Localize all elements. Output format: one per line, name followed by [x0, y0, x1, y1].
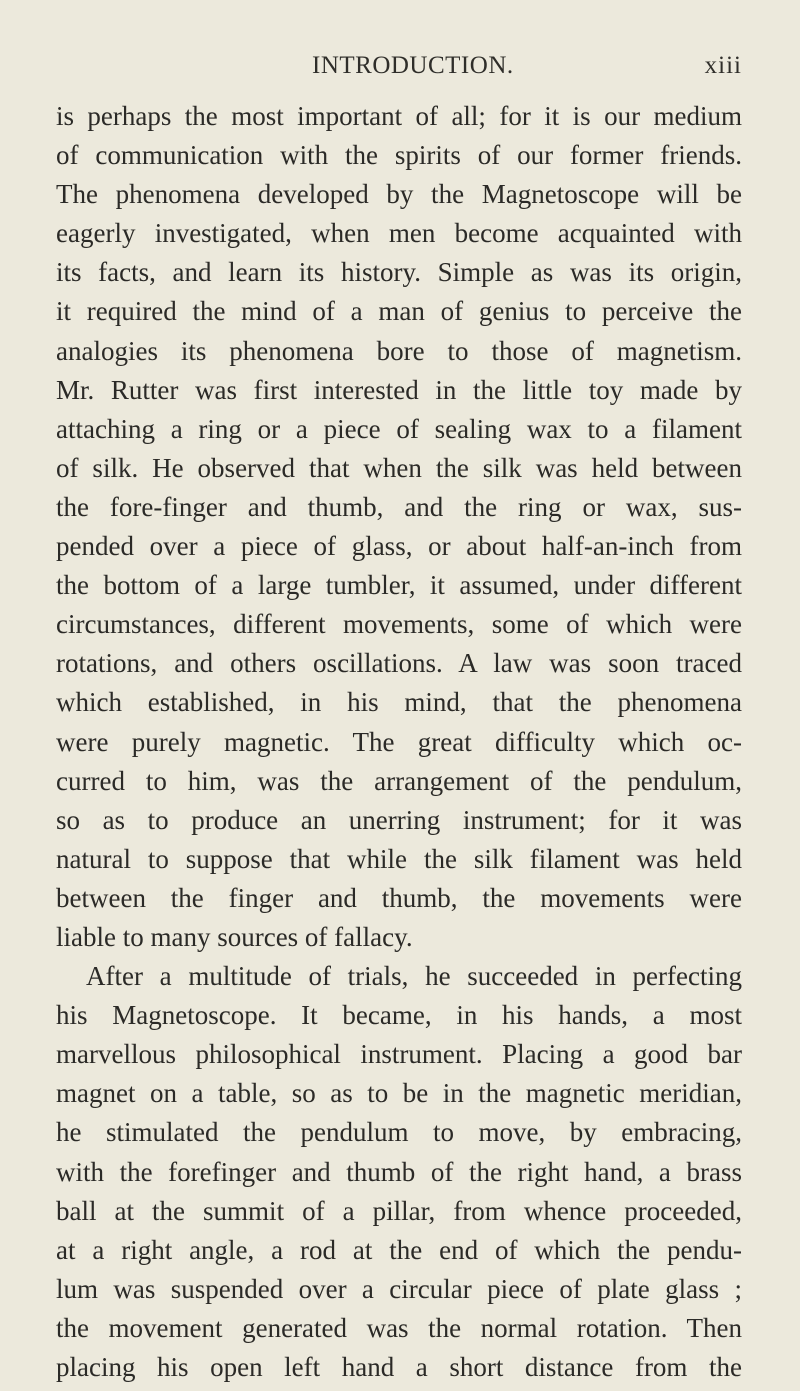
- text-line: of silk. He observed that when the silk was held between: [56, 452, 742, 483]
- text-line: pended over a piece of glass, or about half-an-inch from: [56, 531, 742, 562]
- page-number: xiii: [704, 52, 742, 79]
- body-text: [56, 97, 742, 1387]
- text-line: eagerly investigated, when men become acquainted with: [56, 218, 742, 249]
- text-line: his Magnetoscope. It became, in his hands, a most: [56, 1000, 742, 1031]
- text-line: magnet on a table, so as to be in the magnetic meridian,: [56, 1078, 742, 1109]
- text-line: curred to him, was the arrangement of the pendulum,: [56, 765, 742, 796]
- text-line: the bottom of a large tumbler, it assumed, under different: [56, 570, 742, 601]
- text-line: placing his open left hand a short distance from the: [56, 1352, 742, 1382]
- text-line: were purely magnetic. The great difficulty which oc-: [56, 726, 742, 757]
- text-line: so as to produce an unerring instrument; for it was: [56, 804, 742, 835]
- paragraph-1: [56, 97, 742, 957]
- text-line: at a right angle, a rod at the end of which the pendu-: [56, 1234, 742, 1265]
- text-line: circumstances, different movements, some of which were: [56, 609, 742, 640]
- running-header: [112, 52, 742, 92]
- paragraph-2: [56, 957, 742, 1387]
- text-line: marvellous philosophical instrument. Placing a good bar: [56, 1039, 742, 1070]
- text-line: the movement generated was the normal rotation. Then: [56, 1312, 742, 1343]
- text-line: between the finger and thumb, the movements were: [56, 882, 742, 913]
- text-line: it required the mind of a man of genius to perceive the: [56, 296, 742, 327]
- text-line: lum was suspended over a circular piece of plate glass ;: [56, 1273, 742, 1304]
- text-line: he stimulated the pendulum to move, by embracing,: [56, 1117, 742, 1148]
- text-line: ball at the summit of a pillar, from whence proceeded,: [56, 1195, 742, 1226]
- text-line: its facts, and learn its history. Simple as was its origin,: [56, 257, 742, 288]
- text-line: which established, in his mind, that the phenomena: [56, 687, 742, 718]
- running-title: INTRODUCTION.: [312, 52, 514, 79]
- text-line: with the forefinger and thumb of the right hand, a brass: [56, 1156, 742, 1187]
- text-line: the fore-finger and thumb, and the ring or wax, sus-: [56, 491, 742, 522]
- text-line: rotations, and others oscillations. A law was soon traced: [56, 648, 742, 679]
- text-line: liable to many sources of fallacy.: [56, 921, 413, 952]
- text-line: is perhaps the most important of all; for it is our medium: [56, 101, 742, 131]
- text-line: attaching a ring or a piece of sealing wax to a filament: [56, 413, 742, 444]
- text-line: of communication with the spirits of our former friends.: [56, 140, 742, 171]
- text-line: analogies its phenomena bore to those of magnetism.: [56, 335, 742, 366]
- text-line: natural to suppose that while the silk filament was held: [56, 843, 742, 874]
- text-line: Mr. Rutter was first interested in the little toy made by: [56, 374, 742, 405]
- text-line: After a multitude of trials, he succeeded in perfecting: [86, 961, 742, 992]
- text-line: The phenomena developed by the Magnetoscope will be: [56, 179, 742, 210]
